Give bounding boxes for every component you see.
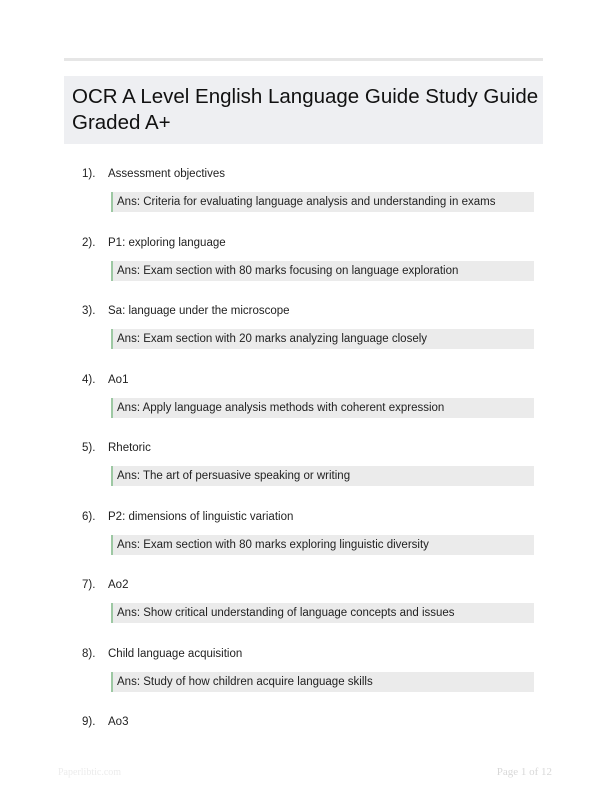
question-text: P2: dimensions of linguistic variation: [108, 511, 294, 523]
title-banner: [64, 76, 543, 144]
question-number: 3).: [82, 305, 96, 317]
question-text: Child language acquisition: [108, 648, 243, 660]
answer-box: Ans: Exam section with 80 marks focusing on language exploration: [111, 261, 534, 281]
list-item: [0, 511, 606, 571]
answer-box: Ans: Study of how children acquire language skills: [111, 672, 534, 692]
list-item: [0, 305, 606, 365]
question-text: Ao1: [108, 374, 129, 386]
top-divider: [64, 58, 543, 61]
footer-source: Paperlibtic.com: [58, 767, 122, 778]
answer-box: Ans: Exam section with 80 marks exploring linguistic diversity: [111, 535, 534, 555]
question-text: Assessment objectives: [108, 168, 225, 180]
answer-box: Ans: Show critical understanding of language concepts and issues: [111, 603, 534, 623]
question-number: 2).: [82, 237, 96, 249]
question-number: 1).: [82, 168, 96, 180]
answer-box: Ans: The art of persuasive speaking or writing: [111, 466, 534, 486]
list-item: [0, 579, 606, 639]
page-number: Page 1 of 12: [496, 766, 552, 778]
question-number: 4).: [82, 374, 96, 386]
question-text: Ao3: [108, 716, 129, 728]
question-text: P1: exploring language: [108, 237, 226, 249]
answer-box: Ans: Criteria for evaluating language analysis and understanding in exams: [111, 192, 534, 212]
question-text: Sa: language under the microscope: [108, 305, 290, 317]
page-title: OCR A Level English Language Guide Study Guide Graded A+: [72, 85, 539, 134]
answer-box: Ans: Exam section with 20 marks analyzing language closely: [111, 329, 534, 349]
list-item: [0, 442, 606, 502]
list-item: [0, 237, 606, 297]
list-item: [0, 648, 606, 708]
question-number: 8).: [82, 648, 96, 660]
question-number: 6).: [82, 511, 96, 523]
answer-box: Ans: Apply language analysis methods with coherent expression: [111, 398, 534, 418]
list-item: [0, 168, 606, 228]
question-number: 7).: [82, 579, 96, 591]
question-number: 5).: [82, 442, 96, 454]
list-item: [0, 374, 606, 434]
question-text: Ao2: [108, 579, 129, 591]
question-number: 9).: [82, 716, 96, 728]
question-text: Rhetoric: [108, 442, 151, 454]
